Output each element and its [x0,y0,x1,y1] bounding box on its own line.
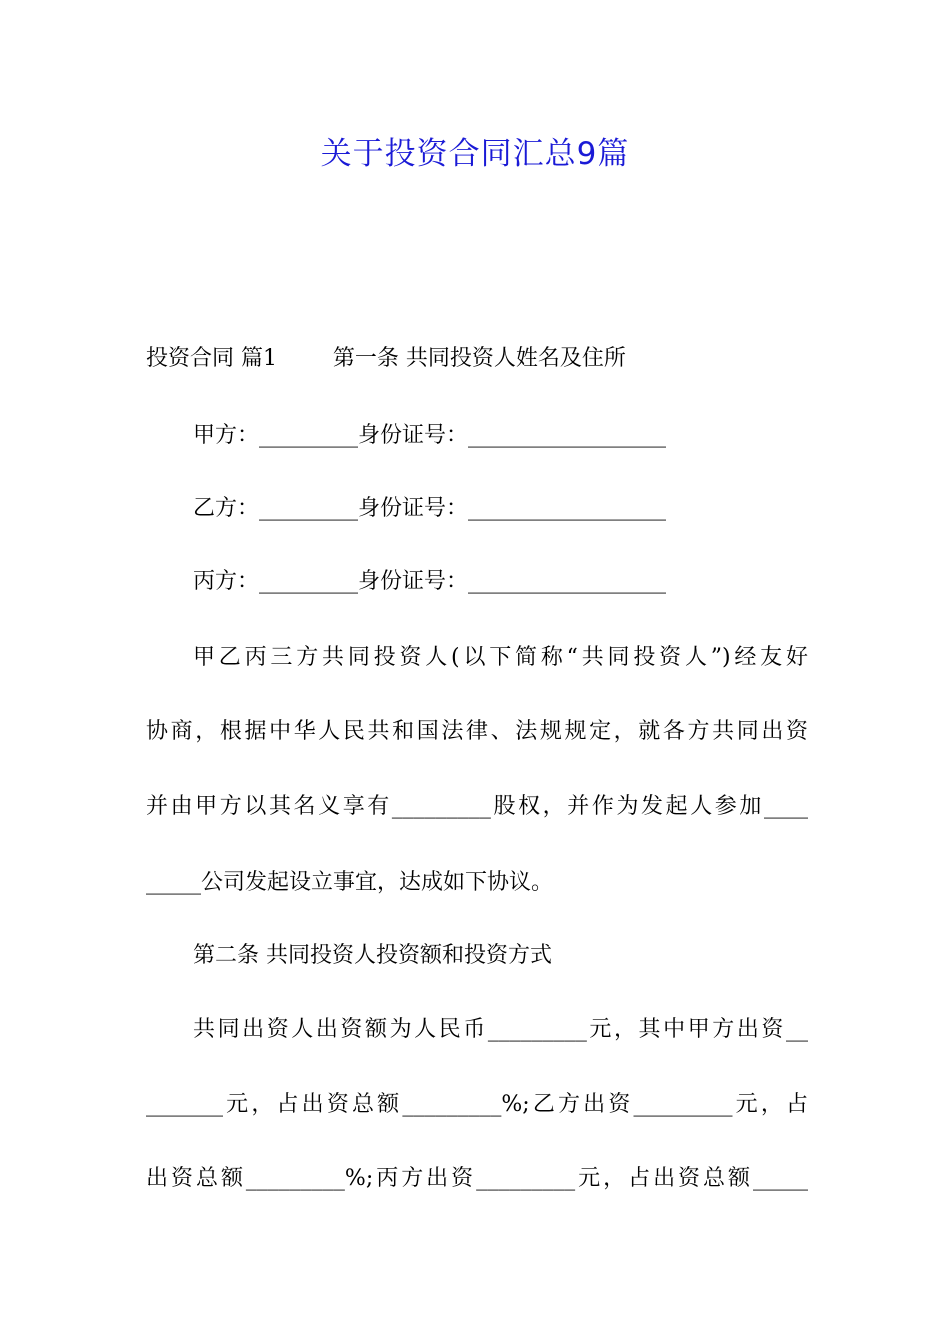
party-b-line: 乙方：_________身份证号：__________________ [193,496,667,521]
paragraph-line: _______元，占出资总额_________%;乙方出资_________元，占 [146,1092,808,1117]
party-c-line: 丙方：_________身份证号：__________________ [193,569,667,594]
article-heading-line: 第二条 共同投资人投资额和投资方式 [193,943,552,968]
paragraph-line: 协商，根据中华人民共和国法律、法规规定，就各方共同出资 [146,719,808,744]
document-title: 关于投资合同汇总9篇 [320,136,630,172]
paragraph-line: 共同出资人出资额为人民币_________元，其中甲方出资__ [193,1017,808,1042]
paragraph-line: 甲乙丙三方共同投资人(以下简称“共同投资人”)经友好 [193,645,808,670]
party-a-line: 甲方：_________身份证号：__________________ [193,423,667,448]
contract-heading-line: 投资合同 篇1 第一条 共同投资人姓名及住所 [146,346,626,371]
paragraph-line: 并由甲方以其名义享有_________股权，并作为发起人参加____ [146,794,808,819]
paragraph-line: _____公司发起设立事宜，达成如下协议。 [146,870,554,895]
paragraph-line: 出资总额_________%;丙方出资_________元，占出资总额_____ [146,1166,808,1191]
